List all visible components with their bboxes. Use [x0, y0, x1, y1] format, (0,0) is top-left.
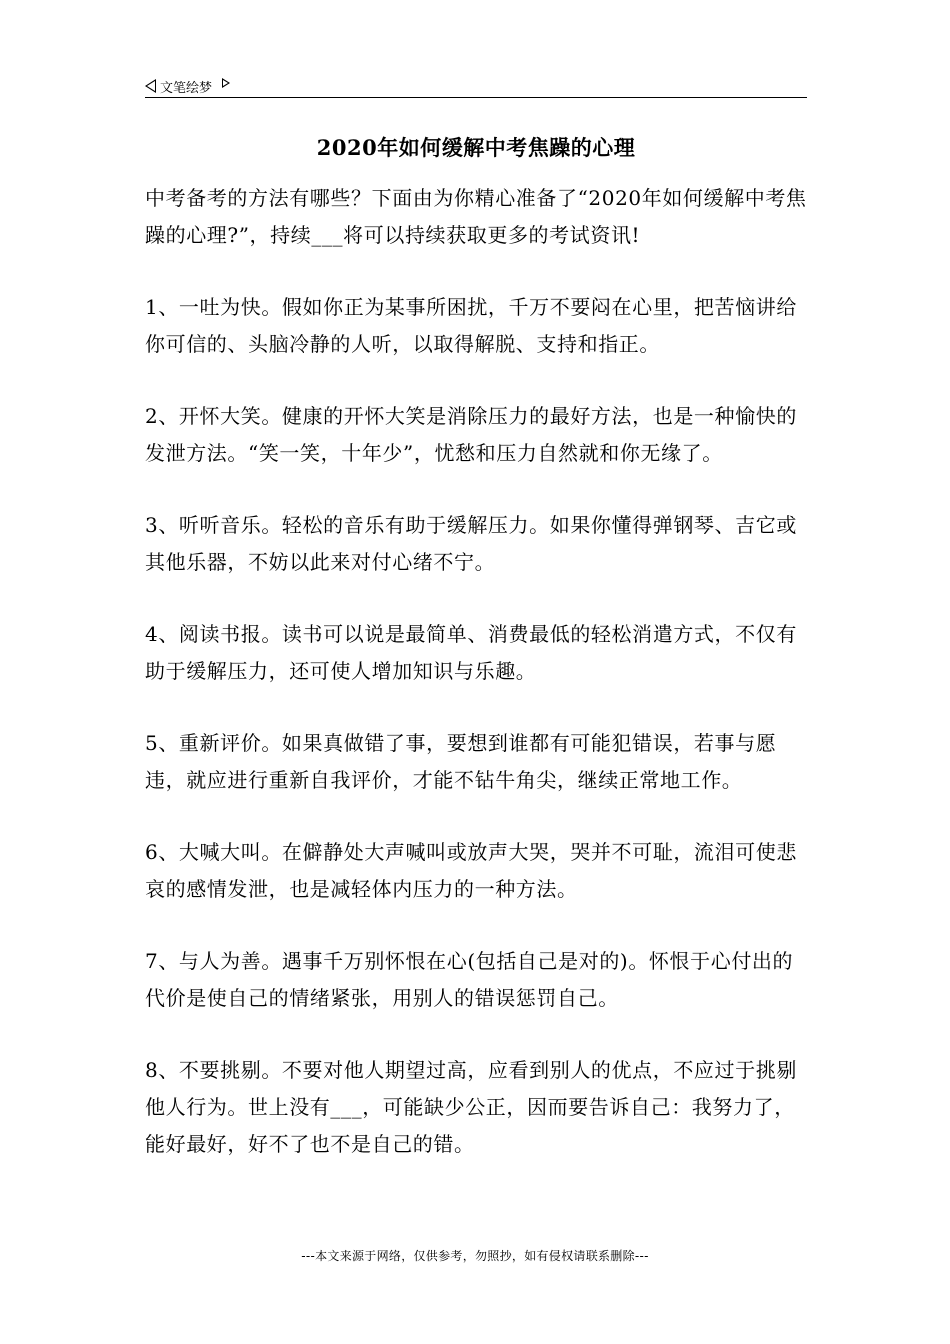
paragraph-8: 8、不要挑剔。不要对他人期望过高，应看到别人的优点，不应过于挑剔他人行为。世上没有___，可能缺少公正，因而要告诉自己：我努力了，能好最好，好不了也不是自己的错。	[145, 1058, 797, 1156]
triangle-right-icon	[222, 78, 230, 88]
triangle-left-icon	[145, 79, 156, 93]
document-title: 2020年如何缓解中考焦躁的心理	[316, 135, 636, 160]
paragraph-6: 6、大喊大叫。在僻静处大声喊叫或放声大哭，哭并不可耻，流泪可使悲哀的感情发泄，也是减轻体内压力的一种方法。	[145, 840, 797, 901]
header-divider	[145, 97, 807, 98]
paragraph-4: 4、阅读书报。读书可以说是最简单、消费最低的轻松消遣方式，不仅有助于缓解压力，还可使人增加知识与乐趣。	[145, 622, 797, 683]
paragraph-7: 7、与人为善。遇事千万别怀恨在心(包括自己是对的)。怀恨于心付出的代价是使自己的情绪紧张，用别人的错误惩罚自己。	[145, 949, 794, 1010]
brand-label: 文笔绘梦	[160, 80, 213, 96]
page-footer: ---本文来源于网络，仅供参考，勿照抄，如有侵权请联系删除---	[301, 1249, 649, 1263]
page-header	[145, 74, 807, 98]
paragraph-2: 2、开怀大笑。健康的开怀大笑是消除压力的最好方法，也是一种愉快的发泄方法。“笑一笑，十年少”，忧愁和压力自然就和你无缘了。	[145, 404, 797, 465]
paragraph-3: 3、听听音乐。轻松的音乐有助于缓解压力。如果你懂得弹钢琴、吉它或其他乐器，不妨以此来对付心绪不宁。	[145, 513, 797, 574]
document-body	[145, 180, 810, 1198]
paragraph-5: 5、重新评价。如果真做错了事，要想到谁都有可能犯错误，若事与愿违，就应进行重新自我评价，才能不钻牛角尖，继续正常地工作。	[145, 731, 777, 792]
intro-paragraph: 中考备考的方法有哪些？下面由为你精心准备了“2020年如何缓解中考焦躁的心理?”，持续___将可以持续获取更多的考试资讯!	[145, 186, 807, 247]
paragraph-1: 1、一吐为快。假如你正为某事所困扰，千万不要闷在心里，把苦恼讲给你可信的、头脑冷静的人听，以取得解脱、支持和指正。	[145, 295, 797, 356]
